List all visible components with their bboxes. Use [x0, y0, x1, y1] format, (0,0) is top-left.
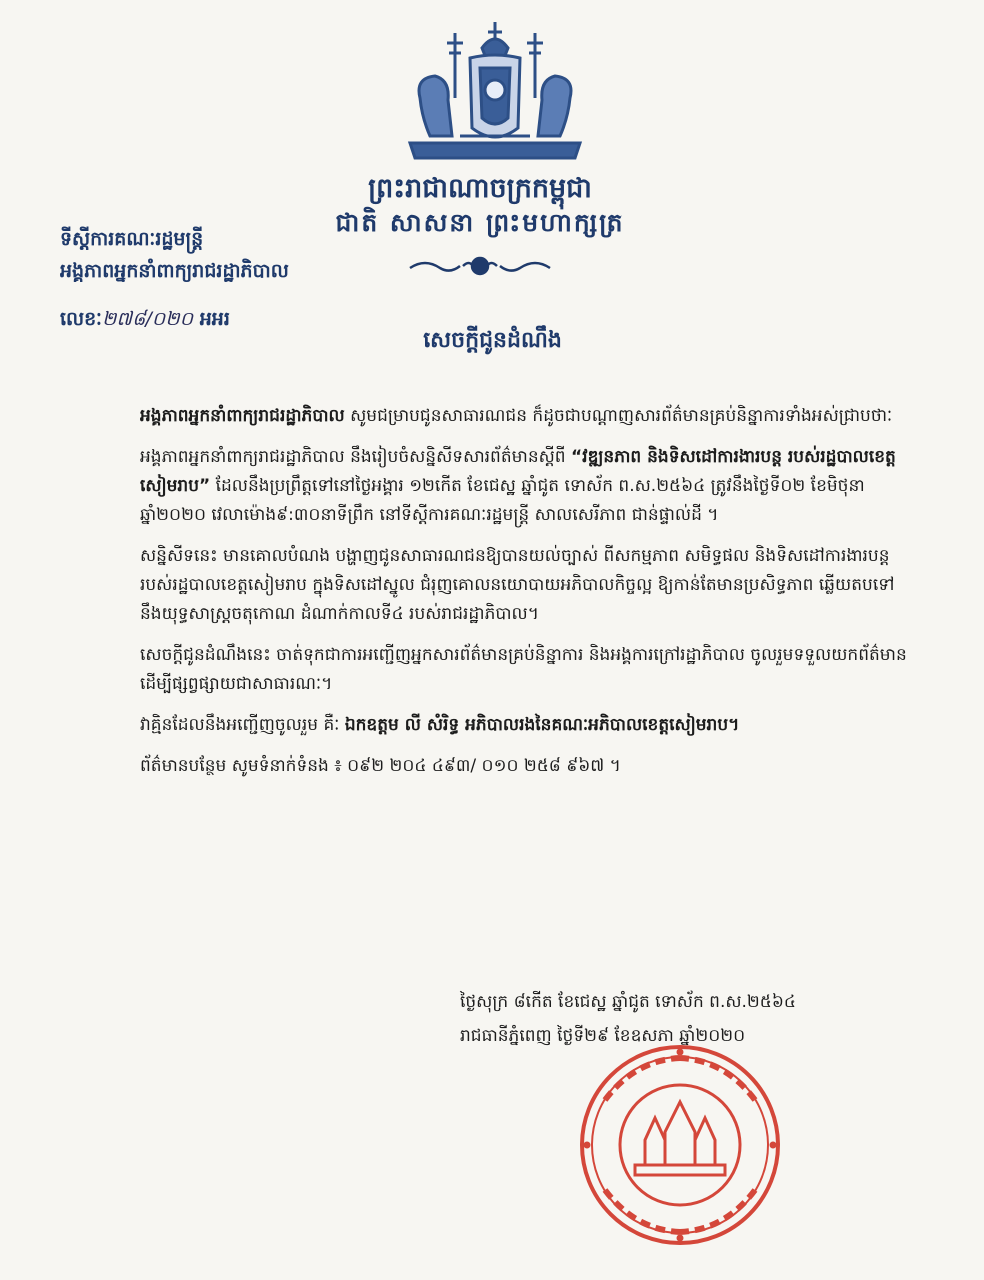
paragraph-2-text: ដែលនឹងប្រព្រឹត្តទៅនៅថ្ងៃអង្គារ ១២កើត ខែជេស្ឋ ឆ្នាំជូត ទោស័ក ព.ស.២៥៦៤ ត្រូវនឹងថ្ងៃទី០២ ខែមិថុនា ឆ្នាំ២០២០ វេលាម៉ោង៩:៣០នាទីព្រឹក នៅទីស្តីការគណៈរដ្ឋមន្ត្រី សាលសេរីភាព ជាន់ផ្ទាល់ដី ។ — [140, 476, 865, 525]
solar-date: រាជធានីភ្នំពេញ ថ្ងៃទី២៩ ខែឧសភា ឆ្នាំ២០២០ — [460, 1026, 746, 1046]
paragraph-4: សេចក្តីជូនដំណឹងនេះ ចាត់ទុកជាការអញ្ជើញអ្នកសារព័ត៌មានគ្រប់និន្នាការ និងអង្គការក្រៅរដ្ឋាភិបាល ចូលរួមទទួលយកព័ត៌មាន ដើម្បីផ្សព្វផ្សាយជាសាធារណៈ។ — [140, 645, 907, 694]
document-body — [140, 402, 910, 793]
speaker-name: ឯកឧត្តម លី សំរិទ្ធ អភិបាលរងនៃគណៈអភិបាលខេត្តសៀមរាប។ — [344, 715, 740, 735]
paragraph-5-start: វាគ្មិនដែលនឹងអញ្ជើញចូលរួម គឺៈ — [140, 715, 345, 735]
paragraph-1-strong: អង្គភាពអ្នកនាំពាក្យរាជរដ្ឋាភិបាល — [140, 406, 345, 426]
national-motto: ជាតិ សាសនា ព្រះមហាក្សត្រ — [335, 208, 625, 237]
issuing-office — [60, 223, 380, 287]
paragraph-3: សន្និសីទនេះ មានគោលបំណង បង្ហាញជូនសាធារណជនឱ្យបានយល់ច្បាស់ ពីសកម្មភាព សមិទ្ធផល និងទិសដៅការងារបន្ត របស់រដ្ឋបាលខេត្តសៀមរាប ក្នុងទិសដៅស្នូល ជំរុញគោលនយោបាយអភិបាលកិច្ចល្អ ឱ្យកាន់តែមានប្រសិទ្ធភាព ឆ្លើយតបទៅនឹងយុទ្ធសាស្ត្រចតុកោណ ដំណាក់កាលទី៤ របស់រាជរដ្ឋាភិបាល។ — [140, 546, 895, 624]
reference-number — [60, 303, 230, 335]
office-line-2: អង្គភាពអ្នកនាំពាក្យរាជរដ្ឋាភិបាល — [60, 260, 289, 282]
royal-emblem-icon — [400, 18, 590, 168]
paragraph-1 — [140, 402, 910, 431]
kingdom-name: ព្រះរាជាណាចក្រកម្ពុជា — [368, 173, 592, 204]
reference-suffix: អអរ — [199, 308, 230, 330]
office-line-1: ទីស្តីការគណៈរដ្ឋមន្ត្រី — [60, 228, 204, 250]
paragraph-2-topic: “វឌ្ឍនភាព និងទិសដៅការងារបន្ត របស់រដ្ឋបាលខេត្តសៀមរាប” — [140, 447, 896, 496]
lunar-date: ថ្ងៃសុក្រ ៨កើត ខែជេស្ឋ ឆ្នាំជូត ទោស័ក ព.ស.២៥៦៤ — [460, 992, 796, 1012]
paragraph-2 — [140, 443, 910, 530]
ornament-divider-icon — [405, 254, 555, 278]
reference-handwritten-number: ២៧៨/០២០ — [101, 308, 194, 330]
paragraph-1-text: សូមជម្រាបជូនសាធារណជន ក៏ដូចជាបណ្តាញសារព័ត៌មានគ្រប់និន្នាការទាំងអស់ជ្រាបថាៈ — [344, 406, 893, 426]
paragraph-2-start: អង្គភាពអ្នកនាំពាក្យរាជរដ្ឋាភិបាល នឹងរៀបចំសន្និសីទសារព័ត៌មានស្តីពី — [140, 447, 571, 467]
document-title: សេចក្តីជូនដំណឹង — [423, 328, 562, 353]
paragraph-5 — [140, 711, 910, 740]
contact-paragraph: ព័ត៌មានបន្ថែម សូមទំនាក់ទំនង ៖ ០៩២ ២០៤ ៤៩៣/ ០១០ ២៥៨ ៩៦៧ ។ — [140, 756, 621, 776]
reference-prefix: លេខៈ — [60, 308, 102, 330]
official-seal-icon — [575, 1040, 785, 1250]
